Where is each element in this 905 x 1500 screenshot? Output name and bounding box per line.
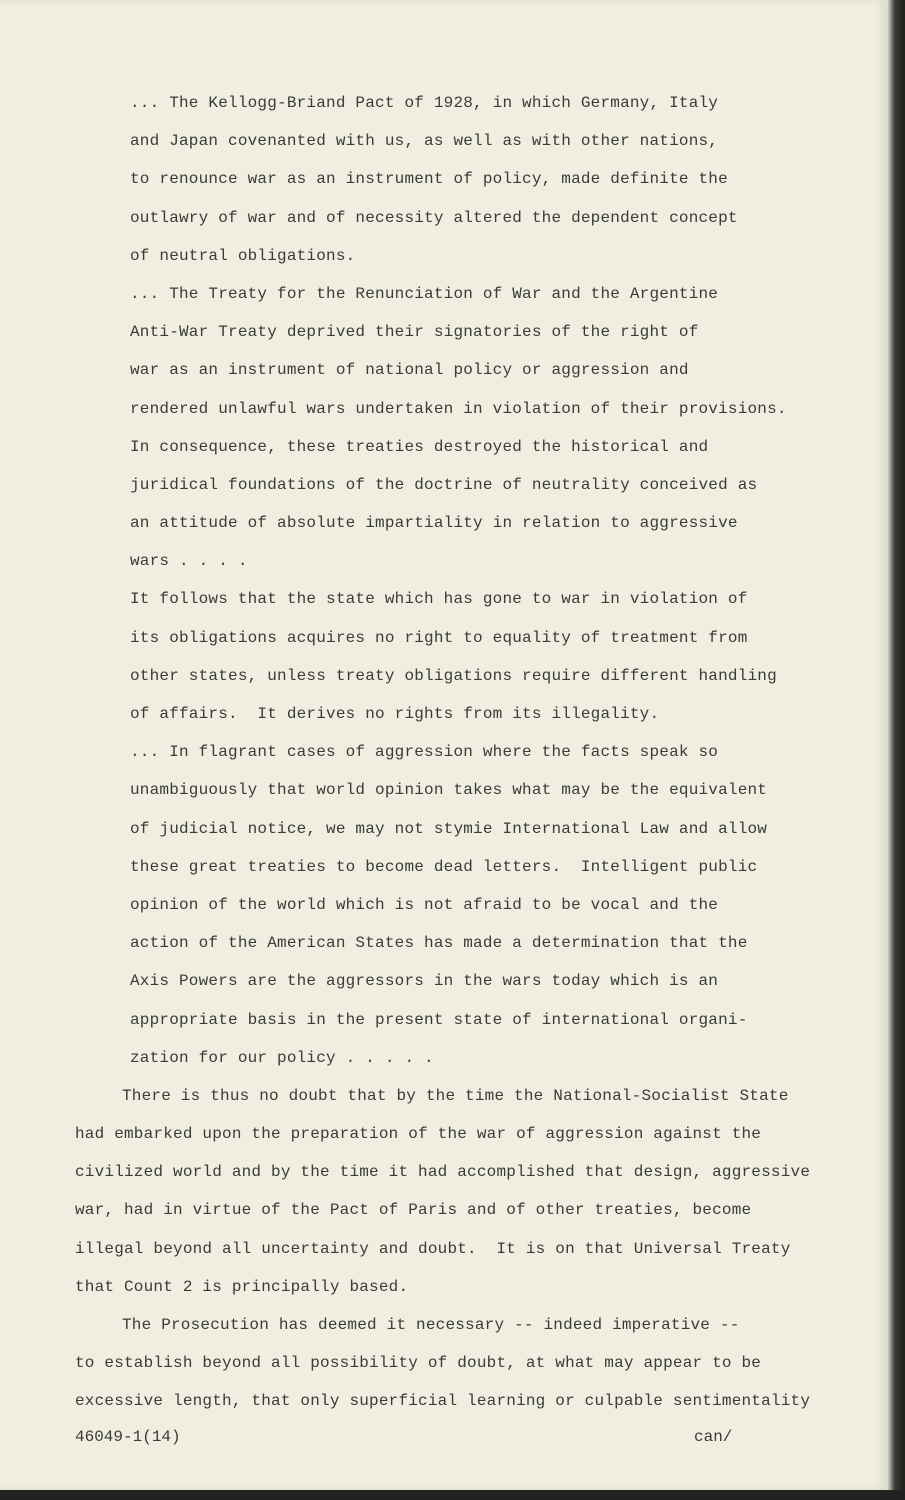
text-line: ... In flagrant cases of aggression where the facts speak so	[130, 743, 719, 762]
text-line: There is thus no doubt that by the time the National-Socialist State	[122, 1086, 789, 1105]
text-line: zation for our policy . . . . .	[130, 1048, 434, 1067]
document-id: 46049-1(14)	[75, 1428, 181, 1446]
continuation-marker: can/	[694, 1428, 733, 1446]
text-line: to renounce war as an instrument of policy, made definite the	[130, 170, 728, 189]
text-line: of affairs. It derives no rights from its illegality.	[130, 705, 660, 723]
text-line: that Count 2 is principally based.	[75, 1277, 409, 1296]
page-bottom-edge	[0, 1490, 905, 1500]
text-line: unambiguously that world opinion takes what may be the equivalent	[130, 781, 768, 800]
text-line: an attitude of absolute impartiality in relation to aggressive	[130, 514, 738, 533]
text-line: and Japan covenanted with us, as well as with other nations,	[130, 132, 719, 151]
text-line: outlawry of war and of necessity altered the dependent concept	[130, 208, 738, 227]
text-line: juridical foundations of the doctrine of neutrality conceived as	[130, 475, 758, 494]
text-line: ... The Kellogg-Briand Pact of 1928, in which Germany, Italy	[130, 94, 719, 112]
text-line: civilized world and by the time it had accomplished that design, aggressive	[75, 1163, 811, 1182]
text-line: illegal beyond all uncertainty and doubt. It is on that Universal Treaty	[75, 1239, 791, 1258]
text-line: The Prosecution has deemed it necessary -- indeed imperative --	[122, 1316, 740, 1334]
text-line: other states, unless treaty obligations require different handling	[130, 666, 777, 685]
text-line: Axis Powers are the aggressors in the wars today which is an	[130, 972, 719, 991]
text-line: In consequence, these treaties destroyed the historical and	[130, 437, 709, 456]
text-line: of judicial notice, we may not stymie International Law and allow	[130, 819, 768, 838]
text-line: these great treaties to become dead letters. Intelligent public	[130, 857, 758, 876]
text-line: appropriate basis in the present state of international organi-	[130, 1010, 748, 1029]
text-line: had embarked upon the preparation of the war of aggression against the	[75, 1125, 762, 1144]
text-line: of neutral obligations.	[130, 246, 356, 265]
text-line: war as an instrument of national policy or aggression and	[130, 361, 689, 380]
text-line: wars . . . .	[130, 552, 248, 571]
text-line: ... The Treaty for the Renunciation of War and the Argentine	[130, 284, 719, 303]
text-line: to establish beyond all possibility of doubt, at what may appear to be	[75, 1354, 762, 1373]
document-body	[0, 88, 888, 1425]
text-line: It follows that the state which has gone to war in violation of	[130, 590, 748, 609]
text-line: its obligations acquires no right to equality of treatment from	[130, 628, 748, 647]
text-line: Anti-War Treaty deprived their signatories of the right of	[130, 323, 699, 342]
text-line: excessive length, that only superficial learning or culpable sentimentality	[75, 1392, 811, 1411]
text-line: action of the American States has made a determination that the	[130, 934, 748, 953]
text-line: war, had in virtue of the Pact of Paris and of other treaties, become	[75, 1201, 752, 1220]
text-line: rendered unlawful wars undertaken in violation of their provisions.	[130, 399, 787, 418]
page-edge	[888, 0, 905, 1500]
text-line: opinion of the world which is not afraid to be vocal and the	[130, 895, 719, 914]
